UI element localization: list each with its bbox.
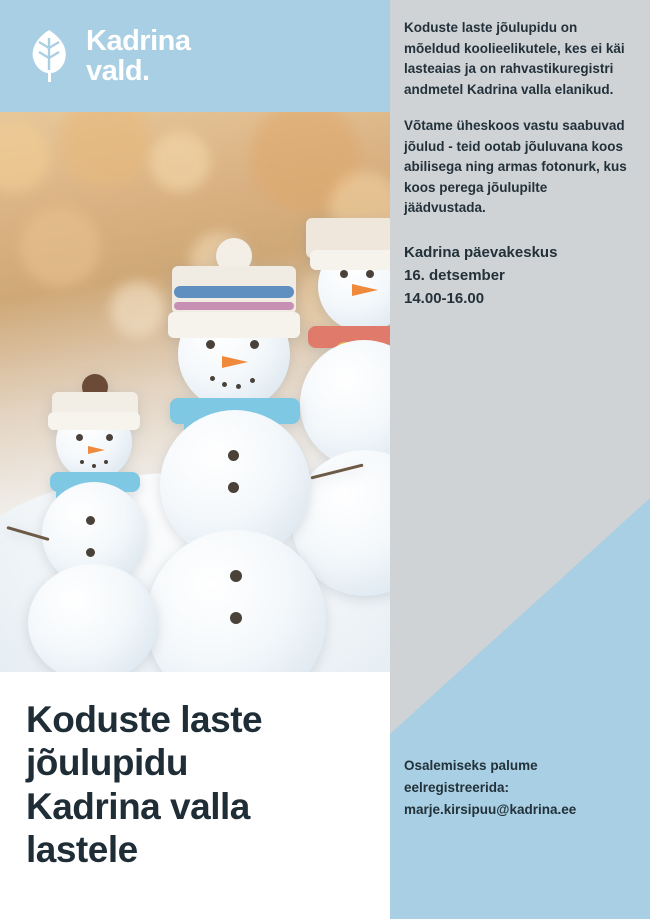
- leaf-logo-icon: [26, 28, 72, 84]
- description-paragraph: Võtame üheskoos vastu saabuvad jõulud - teid ootab jõuluvana koos abilisega ning armas fotonurk, kus koos perega jõulupilte jäädvustada.: [404, 118, 627, 216]
- registration-line-2: eelregistreerida:: [404, 779, 510, 795]
- event-place: Kadrina päevakeskus: [404, 243, 558, 261]
- snowman-centre: [150, 230, 320, 650]
- registration-info: [404, 755, 636, 821]
- logo: [26, 26, 190, 87]
- snowman-left: [20, 352, 160, 672]
- event-time: 14.00-16.00: [404, 290, 485, 308]
- event-details: [404, 241, 632, 311]
- logo-line-2: vald.: [86, 55, 150, 88]
- page-title: [26, 698, 376, 871]
- intro-paragraph: Koduste laste jõulupidu on mõeldud koolieelikutele, kes ei käi lasteaias ja on rahvastikuregistri andmetel Kadrina valla elanikud.: [404, 20, 625, 97]
- registration-email[interactable]: marje.kirsipuu@kadrina.ee: [404, 801, 577, 817]
- headline-line-1: Koduste laste: [26, 699, 263, 740]
- registration-line-1: Osalemiseks palume: [404, 758, 538, 773]
- event-date: 16. detsember: [404, 266, 505, 284]
- three-snowmen-photo: [0, 112, 390, 672]
- headline-line-3: Kadrina valla: [26, 785, 250, 827]
- headline-line-2: jõulupidu: [26, 742, 188, 784]
- headline-line-4: lastele: [26, 828, 138, 870]
- logo-text: [86, 26, 190, 87]
- logo-line-1: Kadrina: [86, 25, 191, 57]
- right-column-text: [404, 18, 632, 310]
